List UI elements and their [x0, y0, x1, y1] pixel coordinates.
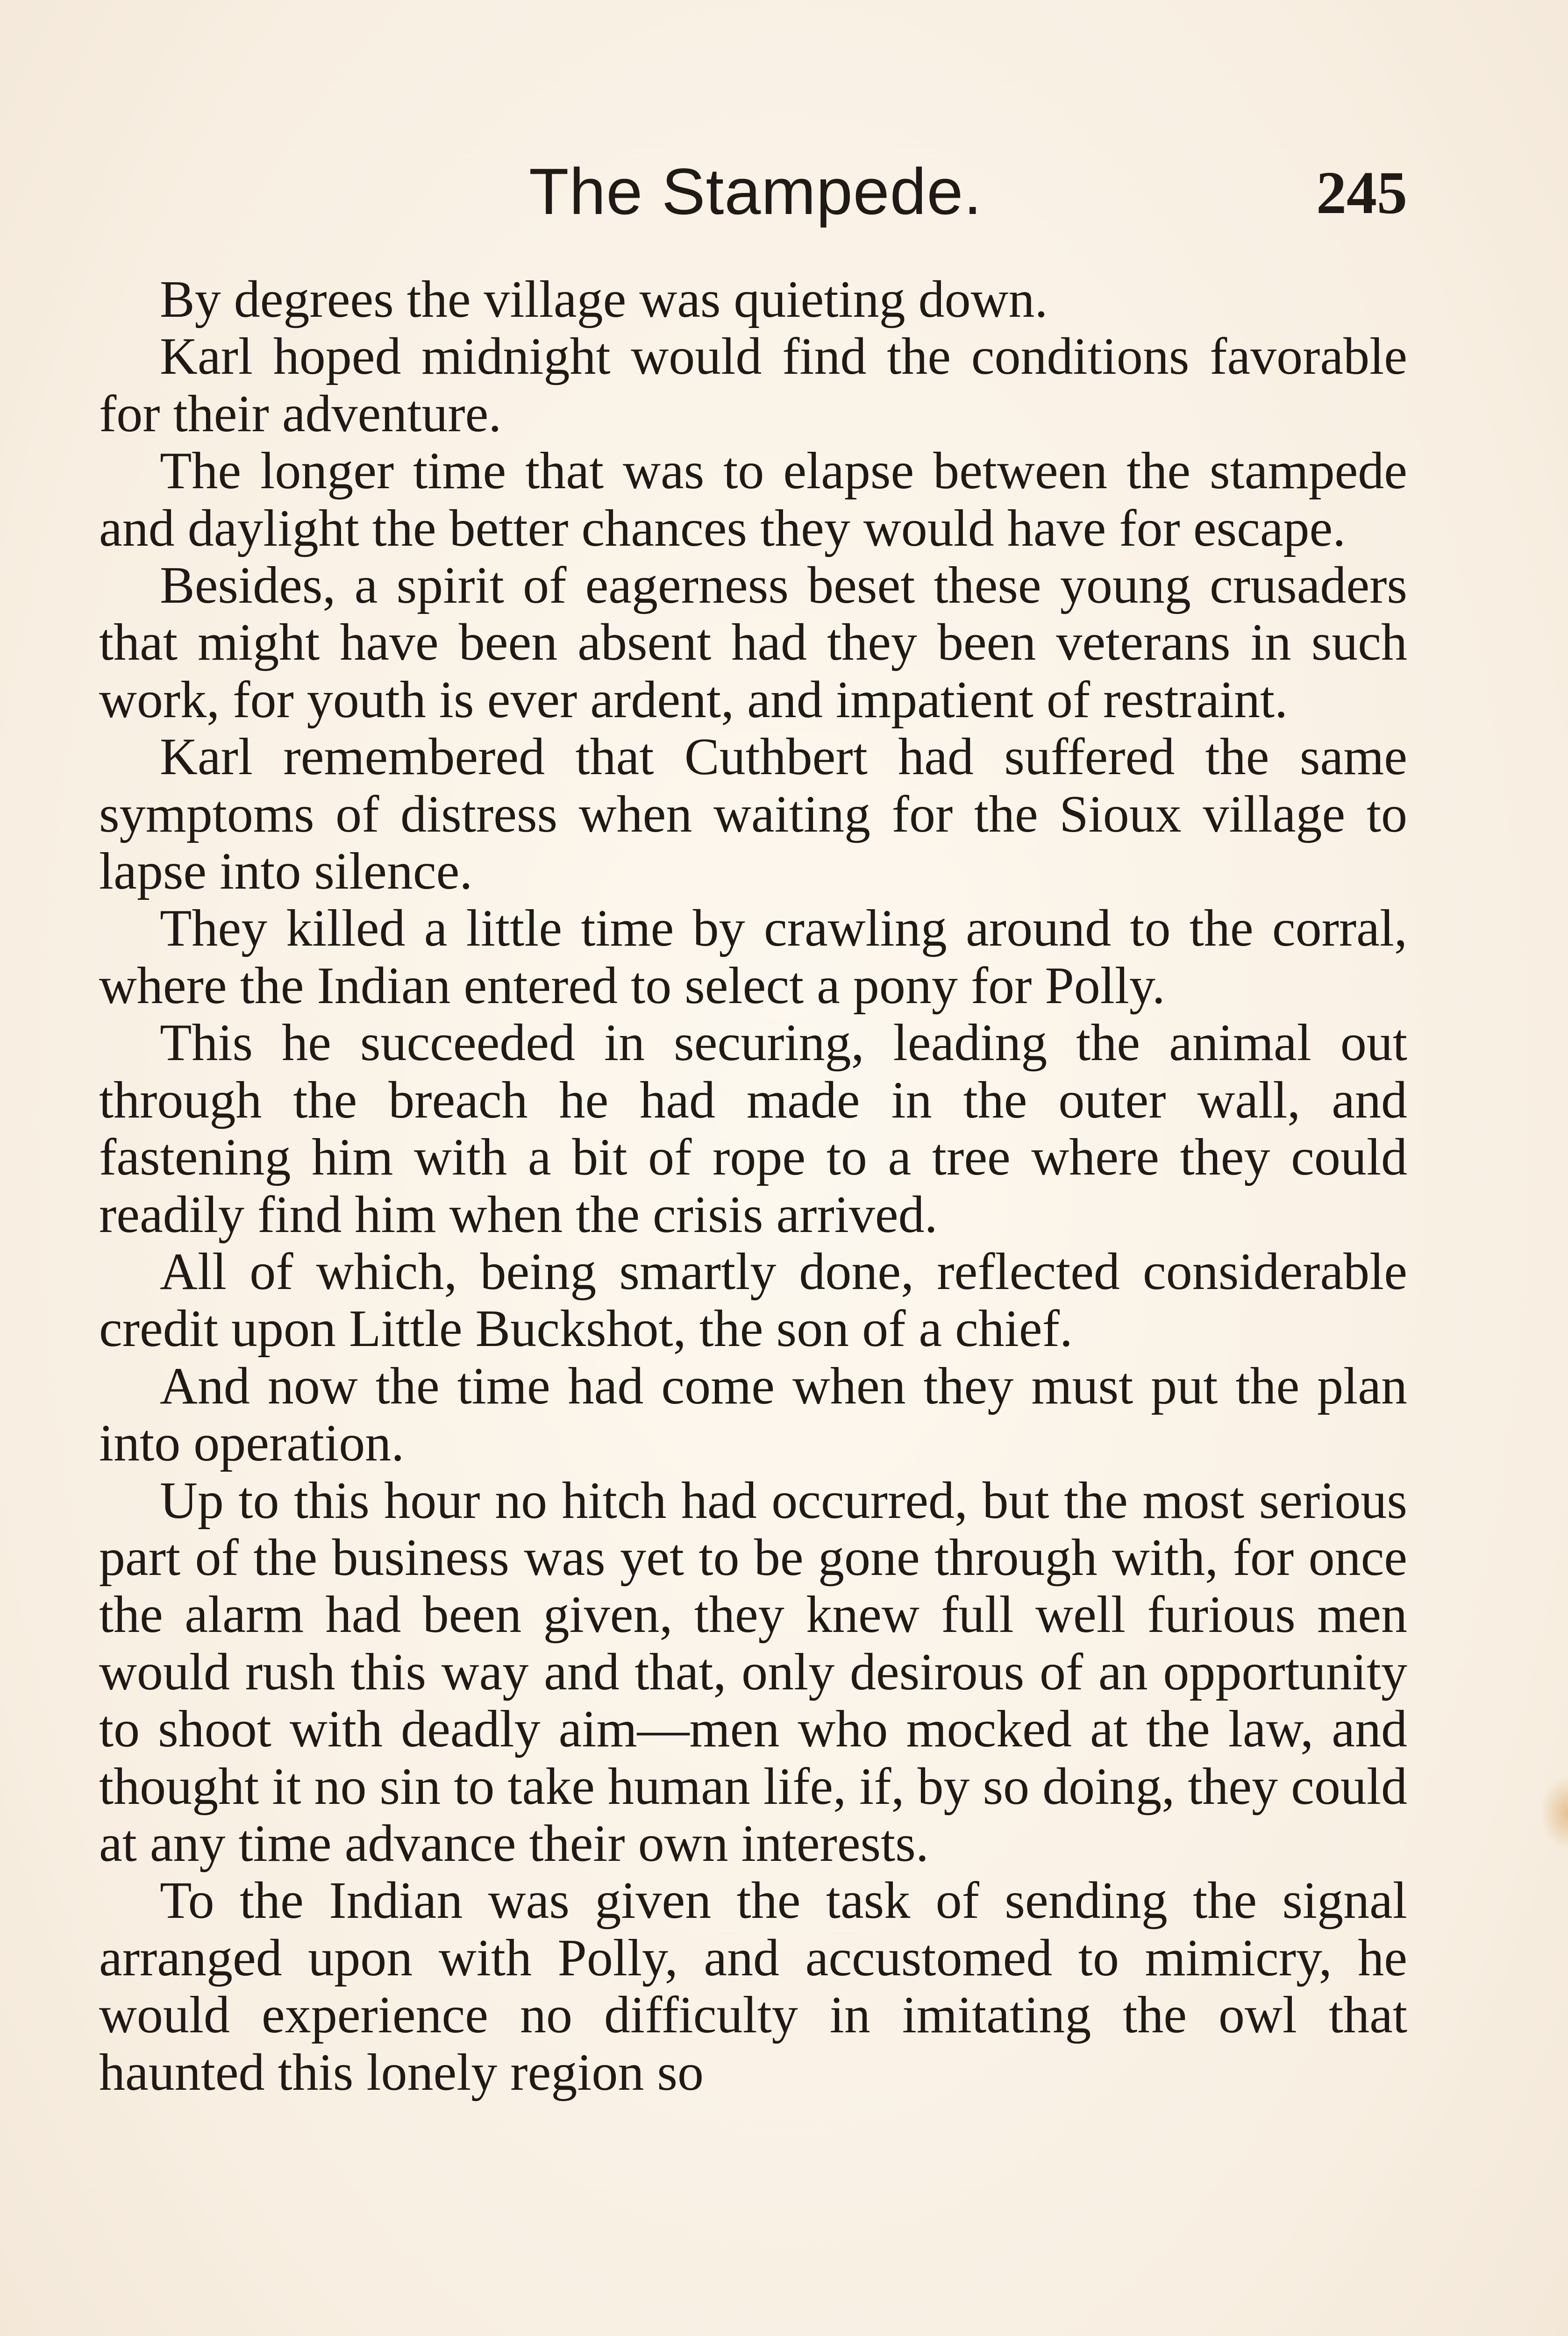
body-text	[99, 271, 1407, 2101]
page-header	[99, 155, 1407, 252]
paragraph: The longer time that was to elapse between the stampede and daylight the better chances they would have for escape.	[99, 442, 1407, 557]
paragraph: By degrees the village was quieting down.	[160, 271, 1048, 328]
running-title: The Stampede.	[529, 155, 983, 228]
page-stain	[1540, 1775, 1568, 1850]
paragraph: Besides, a spirit of eagerness beset these young crusaders that might have been absent had they been veterans in such work, for youth is ever ardent, and impatient of restraint.	[99, 556, 1407, 729]
paragraph: They killed a little time by crawling around to the corral, where the Indian entered to select a pony for Polly.	[99, 899, 1407, 1015]
page-number: 245	[1316, 159, 1407, 227]
paragraph: To the Indian was given the task of sending the signal arranged upon with Polly, and accustomed to mimicry, he would experience no difficulty in imitating the owl that haunted this lonely region so	[99, 1872, 1407, 2101]
paragraph: All of which, being smartly done, reflected considerable credit upon Little Buckshot, the son of a chief.	[99, 1242, 1407, 1358]
paragraph: And now the time had come when they must put the plan into operation.	[99, 1357, 1407, 1473]
paragraph: This he succeeded in securing, leading the animal out through the breach he had made in the outer wall, and fastening him with a bit of rope to a tree where they could readily find him when the crisis arrived.	[99, 1014, 1407, 1244]
paragraph: Up to this hour no hitch had occurred, but the most serious part of the business was yet to be gone through with, for once the alarm had been given, they knew full well furious men would rush this way and that, only desirous of an opportunity to shoot with deadly aim—men who mocked at the law, and thought it no sin to take human life, if, by so doing, they could at any time advance their own interests.	[99, 1471, 1407, 1873]
paragraph: Karl remembered that Cuthbert had suffered the same symptoms of distress when waiting for the Sioux village to lapse into silence.	[99, 728, 1407, 901]
paragraph: Karl hoped midnight would find the conditions favorable for their adventure.	[99, 328, 1407, 443]
